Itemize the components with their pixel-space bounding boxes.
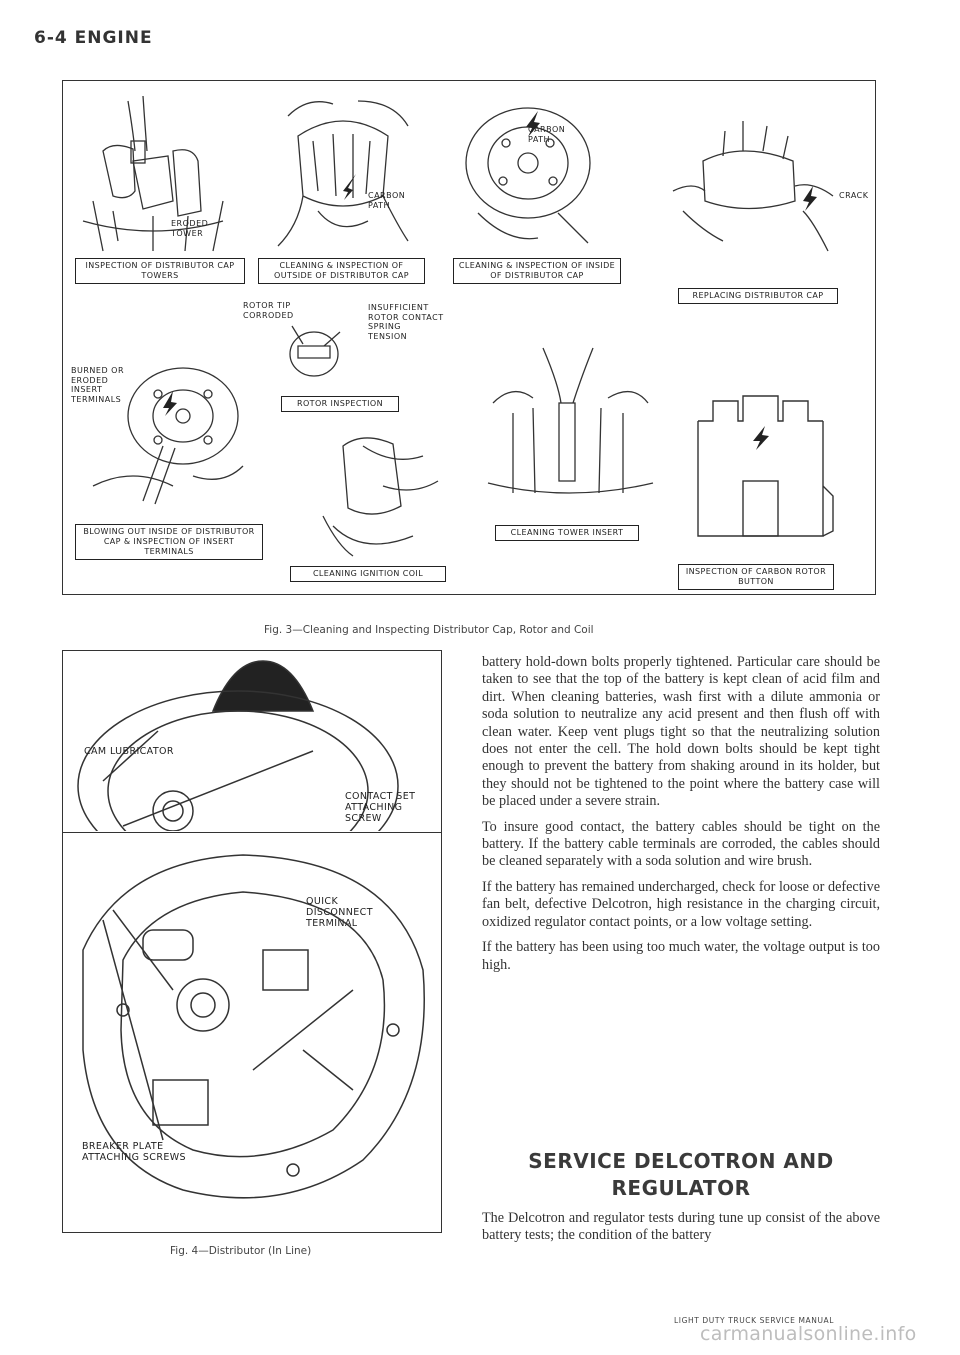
tower-insert-illustration bbox=[473, 343, 663, 518]
paragraph-after-heading bbox=[482, 1210, 880, 1253]
figure-4 bbox=[62, 650, 442, 833]
label-burned-terminals: BURNED OR ERODED INSERT TERMINALS bbox=[71, 366, 124, 404]
burned-terminals-illustration bbox=[73, 336, 263, 516]
section-heading: SERVICE DELCOTRON AND REGULATOR bbox=[528, 1149, 834, 1200]
panel-rotor-inspection: ROTOR INSPECTION bbox=[281, 396, 399, 412]
callout-contact-set: CONTACT SET ATTACHING SCREW bbox=[345, 791, 416, 824]
figure-4-caption: Fig. 4—Distributor (In Line) bbox=[170, 1245, 312, 1257]
callout-breaker-plate: BREAKER PLATE ATTACHING SCREWS bbox=[82, 1141, 186, 1163]
callout-quick-disconnect: QUICK DISCONNECT TERMINAL bbox=[306, 896, 373, 929]
paragraph: The Delcotron and regulator tests during tune up consist of the above battery tests; the condition of the battery bbox=[482, 1210, 880, 1244]
body-text bbox=[482, 654, 880, 982]
manual-name: LIGHT DUTY TRUCK SERVICE MANUAL bbox=[674, 1316, 835, 1325]
label-carbon-path-outside: CARBON PATH bbox=[368, 191, 406, 210]
inside-cap-illustration bbox=[448, 93, 608, 258]
label-carbon-path-inside: CARBON PATH bbox=[528, 125, 566, 144]
paragraph: To insure good contact, the battery cables should be tight on the battery. If the battery cable terminals are corroded, the cables should be cleaned separately with a soda solution and wire brush. bbox=[482, 818, 880, 870]
panel-tower-insert: CLEANING TOWER INSERT bbox=[495, 525, 639, 541]
paragraph: battery hold-down bolts properly tightened. Particular care should be taken to see that the top of the battery is kept clean of acid film and dirt. When cleaning batteries, wash first with a dilute ammonia or soda solution to neutralize any acid present and then flush off with clean water. Keep vent plugs tight so that the neutralizing solution does not enter the cell. The hold down bolts should be kept tight enough to prevent the battery from shaking around in its holder, but they should not be tightened to the point where the battery case will be placed under a severe strain. bbox=[482, 654, 880, 810]
panel-carbon-button: INSPECTION OF CARBON ROTOR BUTTON bbox=[678, 564, 834, 590]
replacing-cap-illustration bbox=[663, 101, 863, 261]
panel-blowing-out: BLOWING OUT INSIDE OF DISTRIBUTOR CAP & INSPECTION OF INSERT TERMINALS bbox=[75, 524, 263, 560]
label-insufficient-tension: INSUFFICIENT ROTOR CONTACT SPRING TENSION bbox=[368, 303, 444, 341]
watermark: carmanualsonline.info bbox=[700, 1323, 917, 1345]
label-rotor-tip: ROTOR TIP CORRODED bbox=[243, 301, 294, 320]
distributor-lower-illustration bbox=[63, 830, 441, 1230]
figure-3 bbox=[62, 80, 876, 595]
carbon-button-illustration bbox=[683, 386, 843, 546]
label-crack: CRACK bbox=[839, 191, 869, 200]
panel-cleaning-coil: CLEANING IGNITION COIL bbox=[290, 566, 446, 582]
paragraph: If the battery has been using too much water, the voltage output is too high. bbox=[482, 939, 880, 973]
rotor-illustration bbox=[268, 316, 363, 386]
coil-illustration bbox=[303, 426, 453, 561]
callout-cam-lubricator: CAM LUBRICATOR bbox=[84, 746, 174, 757]
panel-clean-inside: CLEANING & INSPECTION OF INSIDE OF DISTRIBUTOR CAP bbox=[453, 258, 621, 284]
panel-clean-outside: CLEANING & INSPECTION OF OUTSIDE OF DISTRIBUTOR CAP bbox=[258, 258, 425, 284]
outside-cap-illustration bbox=[258, 96, 428, 261]
page-title: 6-4 ENGINE bbox=[34, 28, 153, 48]
cap-towers-illustration bbox=[73, 91, 233, 261]
paragraph: If the battery has remained undercharged, check for loose or defective fan belt, defective Delcotron, high resistance in the charging circuit, oxidized regulator contact points, or a low voltage setting. bbox=[482, 878, 880, 930]
label-eroded-tower: ERODED TOWER bbox=[171, 219, 209, 238]
figure-3-caption: Fig. 3—Cleaning and Inspecting Distributor Cap, Rotor and Coil bbox=[264, 624, 594, 636]
panel-inspect-towers: INSPECTION OF DISTRIBUTOR CAP TOWERS bbox=[75, 258, 245, 284]
panel-replace-cap: REPLACING DISTRIBUTOR CAP bbox=[678, 288, 838, 304]
